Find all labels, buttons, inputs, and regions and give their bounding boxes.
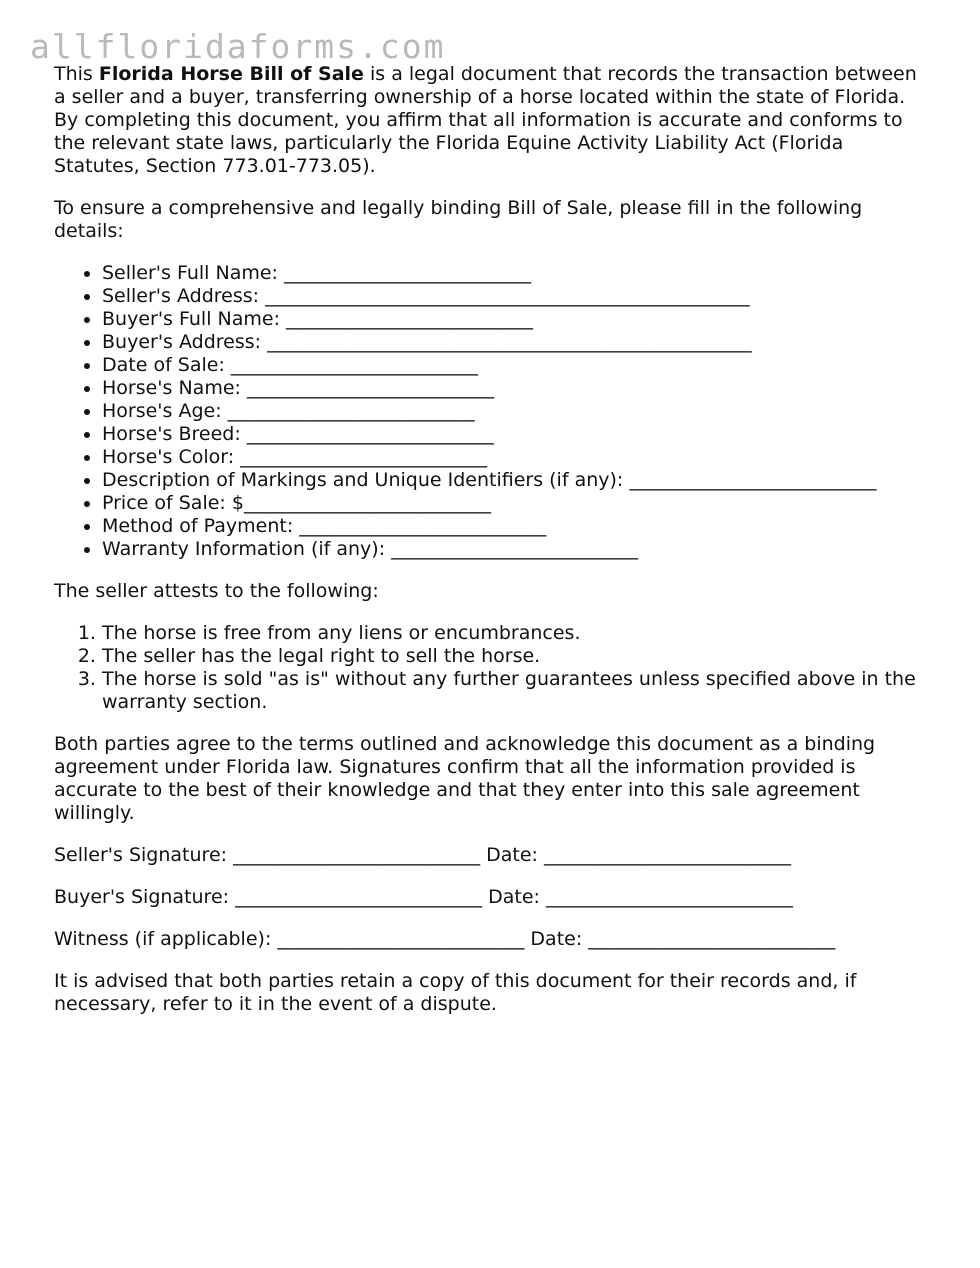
attestation-item: 2. The seller has the legal right to sell the horse. — [102, 645, 934, 668]
instructions-paragraph: To ensure a comprehensive and legally binding Bill of Sale, please fill in the following details: — [54, 197, 863, 242]
buyer-signature-line: Buyer's Signature: __________________________ Date: __________________________ — [54, 886, 793, 908]
seller-signature-line: Seller's Signature: __________________________ Date: __________________________ — [54, 844, 791, 866]
field-horse-breed: • Horse's Breed: __________________________ — [102, 423, 934, 446]
field-payment-method: • Method of Payment: __________________________ — [102, 515, 934, 538]
field-horse-color: • Horse's Color: __________________________ — [102, 446, 934, 469]
field-buyer-name: • Buyer's Full Name: __________________________ — [102, 308, 934, 331]
field-seller-name: • Seller's Full Name: __________________________ — [102, 262, 934, 285]
field-markings: • Description of Markings and Unique Identifiers (if any): __________________________ — [102, 469, 934, 492]
attest-intro: The seller attests to the following: — [54, 580, 379, 602]
closing-paragraph: It is advised that both parties retain a copy of this document for their records and, if necessary, refer to it in the event of a dispute. — [54, 970, 857, 1015]
intro-suffix: is a legal document that records the transaction between a seller and a buyer, transferring ownership of a horse located within the state of Florida. By completing this document, you affirm that all information is accurate and conforms to the relevant state laws, particularly the Florida Equine Activity Liability Act (Florida Statutes, Section 773.01-773.05). — [54, 63, 917, 177]
intro-prefix: This — [54, 63, 99, 85]
site-watermark: allfloridaforms.com — [30, 27, 446, 66]
attestation-item: 3. The horse is sold "as is" without any further guarantees unless specified above in the warranty section. — [102, 668, 934, 714]
field-price: • Price of Sale: $__________________________ — [102, 492, 934, 515]
field-warranty: • Warranty Information (if any): __________________________ — [102, 538, 934, 561]
bill-of-sale-document — [54, 63, 934, 1035]
witness-signature-line: Witness (if applicable): __________________________ Date: __________________________ — [54, 928, 836, 950]
document-title: Florida Horse Bill of Sale — [98, 63, 364, 85]
fields-list — [54, 262, 934, 561]
field-buyer-address: • Buyer's Address: ___________________________________________________ — [102, 331, 934, 354]
field-date-of-sale: • Date of Sale: __________________________ — [102, 354, 934, 377]
field-horse-name: • Horse's Name: __________________________ — [102, 377, 934, 400]
field-horse-age: • Horse's Age: __________________________ — [102, 400, 934, 423]
intro-paragraph — [54, 63, 934, 178]
attestation-item: 1. The horse is free from any liens or encumbrances. — [102, 622, 934, 645]
field-seller-address: • Seller's Address: ___________________________________________________ — [102, 285, 934, 308]
agreement-paragraph: Both parties agree to the terms outlined and acknowledge this document as a binding agreement under Florida law. Signatures confirm that all the information provided is accurate to the best of their knowledge and that they enter into this sale agreement willingly. — [54, 733, 876, 824]
attestations-list — [54, 622, 934, 714]
